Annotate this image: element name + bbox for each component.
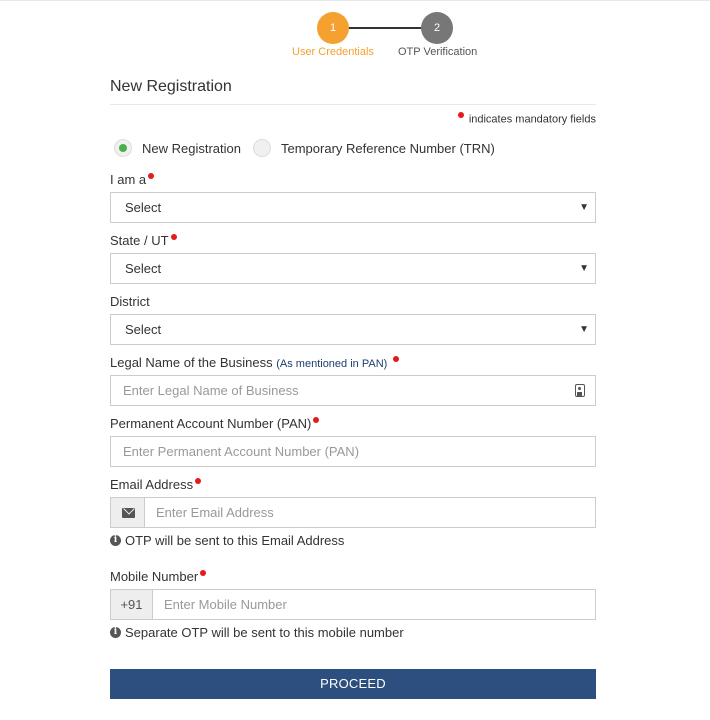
info-circle-icon: i bbox=[110, 627, 121, 638]
state-label-text: State / UT bbox=[110, 233, 169, 248]
legal-name-input[interactable] bbox=[110, 375, 596, 406]
required-dot-icon bbox=[171, 234, 177, 240]
pan-label-text: Permanent Account Number (PAN) bbox=[110, 416, 312, 431]
email-input-group[interactable] bbox=[110, 497, 596, 528]
i-am-a-select[interactable] bbox=[110, 192, 596, 223]
registration-type-radio-group bbox=[114, 138, 495, 158]
registration-stepper bbox=[0, 0, 710, 64]
state-label bbox=[110, 233, 179, 248]
mandatory-note-text: indicates mandatory fields bbox=[468, 113, 596, 126]
caret-down-icon: ▼ bbox=[579, 202, 589, 213]
required-dot-icon bbox=[195, 478, 201, 484]
mandatory-note bbox=[456, 112, 596, 126]
step-1-indicator: 1 bbox=[317, 12, 349, 44]
pan-placeholder: Enter Permanent Account Number (PAN) bbox=[123, 444, 360, 459]
required-dot-icon bbox=[313, 417, 319, 423]
stepper-connector bbox=[348, 27, 422, 29]
email-label bbox=[110, 477, 203, 492]
required-dot-icon bbox=[458, 112, 464, 118]
step-1-label: User Credentials bbox=[292, 46, 374, 58]
legal-name-placeholder: Enter Legal Name of Business bbox=[123, 383, 299, 398]
step-2-indicator: 2 bbox=[421, 12, 453, 44]
legal-name-hint: (As mentioned in PAN) bbox=[276, 358, 388, 370]
email-placeholder: Enter Email Address bbox=[156, 505, 274, 520]
envelope-icon bbox=[122, 508, 135, 518]
state-select[interactable] bbox=[110, 253, 596, 284]
legal-name-label-text: Legal Name of the Business bbox=[110, 355, 273, 370]
pan-label bbox=[110, 416, 321, 431]
district-label bbox=[110, 294, 150, 309]
email-addon bbox=[111, 498, 145, 527]
step-2-label: OTP Verification bbox=[398, 46, 478, 58]
mobile-placeholder: Enter Mobile Number bbox=[164, 597, 287, 612]
district-select[interactable] bbox=[110, 314, 596, 345]
radio-trn-label[interactable]: Temporary Reference Number (TRN) bbox=[281, 140, 495, 156]
radio-new-registration[interactable] bbox=[114, 139, 132, 157]
mobile-info-text: Separate OTP will be sent to this mobile number bbox=[125, 625, 404, 640]
caret-down-icon: ▼ bbox=[579, 324, 589, 335]
title-divider bbox=[110, 104, 596, 105]
i-am-a-select-value: Select bbox=[125, 200, 162, 215]
required-dot-icon bbox=[200, 570, 206, 576]
country-code-prefix: +91 bbox=[111, 590, 153, 619]
email-info bbox=[110, 533, 344, 548]
legal-name-label bbox=[110, 355, 401, 370]
mobile-label-text: Mobile Number bbox=[110, 569, 199, 584]
caret-down-icon: ▼ bbox=[579, 263, 589, 274]
info-circle-icon: i bbox=[110, 535, 121, 546]
district-select-value: Select bbox=[125, 322, 162, 337]
email-label-text: Email Address bbox=[110, 477, 194, 492]
id-card-icon bbox=[575, 384, 585, 397]
form-title: New Registration bbox=[110, 78, 232, 95]
mobile-input-group[interactable] bbox=[110, 589, 596, 620]
radio-trn[interactable] bbox=[253, 139, 271, 157]
i-am-a-label bbox=[110, 172, 156, 187]
mobile-info bbox=[110, 625, 404, 640]
email-info-text: OTP will be sent to this Email Address bbox=[125, 533, 345, 548]
required-dot-icon bbox=[148, 173, 154, 179]
pan-input[interactable] bbox=[110, 436, 596, 467]
proceed-button[interactable]: PROCEED bbox=[110, 669, 596, 699]
state-select-value: Select bbox=[125, 261, 162, 276]
mobile-label bbox=[110, 569, 208, 584]
radio-new-registration-label[interactable]: New Registration bbox=[142, 140, 241, 156]
i-am-a-label-text: I am a bbox=[110, 172, 147, 187]
required-dot-icon bbox=[393, 356, 399, 362]
district-label-text: District bbox=[110, 294, 150, 309]
